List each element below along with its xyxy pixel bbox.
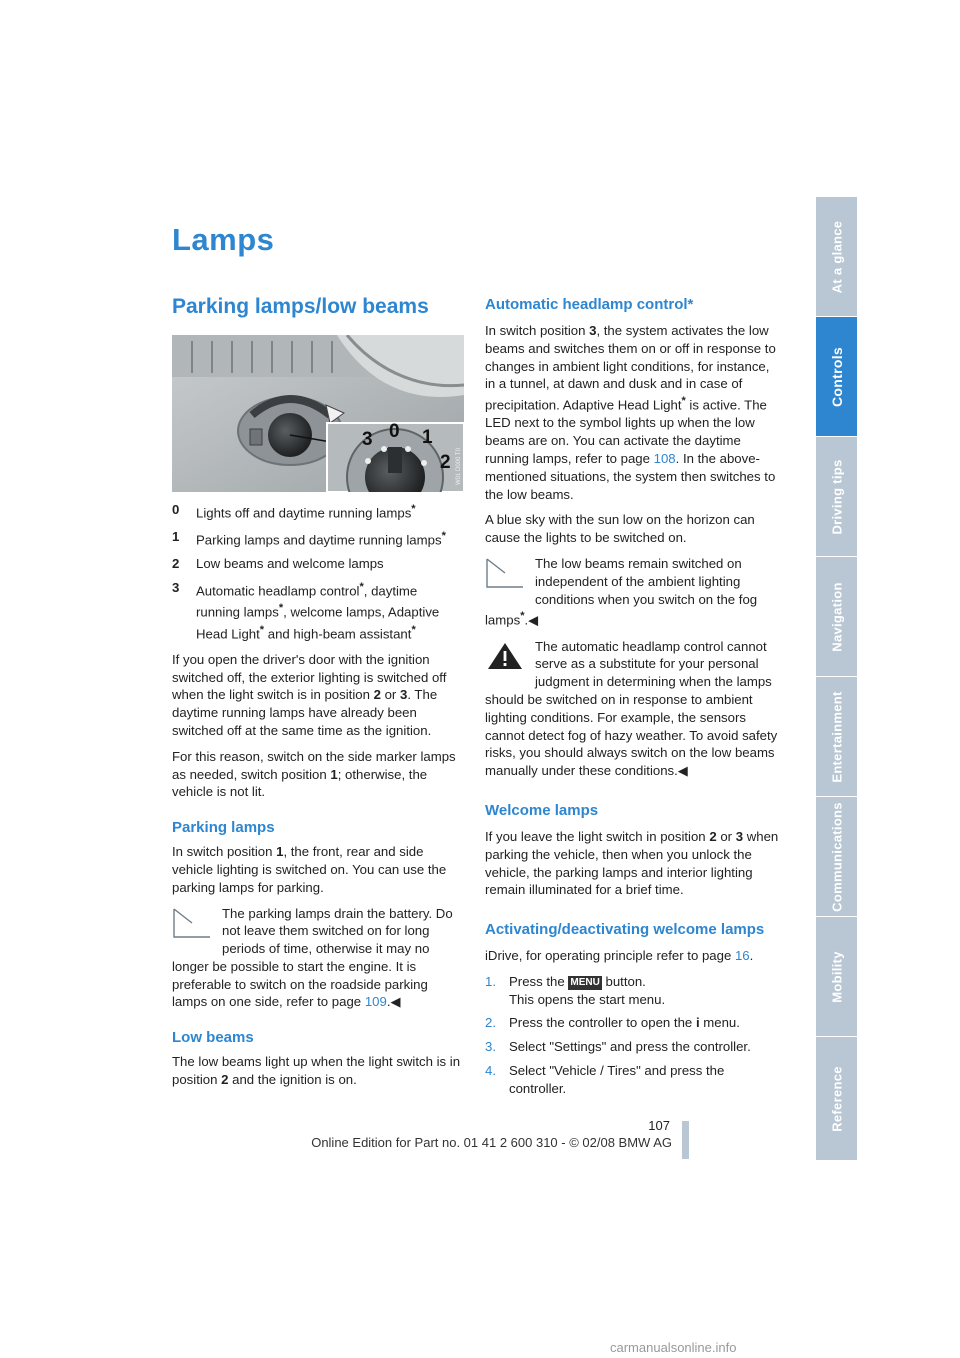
note-icon: [485, 557, 525, 589]
info-menu-icon: i: [695, 1015, 700, 1031]
idrive-intro: iDrive, for operating principle refer to page 16.: [485, 948, 754, 964]
tab-mobility[interactable]: Mobility: [816, 917, 857, 1037]
auto-headlamp-paragraph-1: In switch position 3, the system activates the low beams and switches them on or off in response to changes in ambient light conditions, for instance, in a tunnel, at dawn and dusk and in case of precipitation. Adaptive Head Light* is active. The LED next to the symbol lights up when the low beams are on. You can activate the daytime running lamps, refer to page 108. In the above-mentioned situations, the system then switches to the low beams.: [485, 323, 776, 502]
intro-paragraph-1: If you open the driver's door with the ignition switched off, the exterior lighting is switched off when the light switch is in position 2 or 3. The daytime running lamps have already been switched off at the same time as the ignition.: [172, 651, 447, 738]
tab-at-a-glance[interactable]: At a glance: [816, 197, 857, 317]
left-column: [172, 501, 464, 1097]
figure-label-1: 1: [422, 427, 433, 448]
step-3: 3. Select "Settings" and press the controller.: [485, 1039, 751, 1055]
step-1: 1. Press the MENU button. This opens the start menu.: [485, 973, 666, 1007]
step-4: 4. Select "Vehicle / Tires" and press the controller.: [485, 1063, 725, 1096]
chapter-tabs: [816, 197, 857, 1160]
footer-edition: Online Edition for Part no. 01 41 2 600 310 - © 02/08 BMW AG: [311, 1135, 672, 1150]
page-marker-bar: [682, 1121, 689, 1159]
switch-position-list: [172, 501, 464, 643]
switch-position-1: 1 Parking lamps and daytime running lamps*: [172, 529, 446, 548]
safety-warning-note: The automatic headlamp control cannot serve as a substitute for your personal judgment in determining when the lamps should be switched on in response to ambient lighting conditions. For example, the sensors cannot detect fog of hazy weather. To avoid safety risks, you should always switch on the low beams manually under these conditions.◀: [485, 638, 778, 779]
parking-lamps-note: The parking lamps drain the battery. Do not leave them switched on for long periods of time, otherwise it may no longer be possible to start the engine. It is preferable to switch on the roadside parking lamps on one side, refer to page 109.◀: [172, 905, 453, 1010]
tab-entertainment[interactable]: Entertainment: [816, 677, 857, 797]
welcome-lamps-heading: Welcome lamps: [485, 801, 599, 819]
tab-navigation[interactable]: Navigation: [816, 557, 857, 677]
right-column: [485, 296, 780, 1104]
note-icon: [172, 907, 212, 939]
tab-controls[interactable]: Controls: [816, 317, 857, 437]
activating-welcome-heading: Activating/deactivating welcome lamps: [485, 921, 765, 939]
low-beams-heading: Low beams: [172, 1029, 254, 1047]
switch-position-0: 0 Lights off and daytime running lamps*: [172, 502, 416, 521]
switch-position-3: 3 Automatic headlamp control*, daytime running lamps*, welcome lamps, Adaptive Head Light* and high-beam assistant*: [172, 580, 440, 641]
page-link-109[interactable]: 109: [364, 994, 387, 1010]
step-2: 2. Press the controller to open the i menu.: [485, 1015, 740, 1031]
menu-button-icon: MENU: [570, 976, 600, 988]
intro-paragraph-2: For this reason, switch on the side marker lamps as needed, switch position 1; otherwise, the vehicle is not lit.: [172, 748, 456, 800]
figure-label-3: 3: [362, 429, 373, 450]
tab-reference[interactable]: Reference: [816, 1037, 857, 1161]
welcome-lamps-paragraph: If you leave the light switch in position 2 or 3 when parking the vehicle, then when you unlock the vehicle, the parking lamps and interior lighting remain illuminated for a brief time.: [485, 828, 779, 898]
warning-icon: [485, 640, 525, 672]
tab-communications[interactable]: Communications: [816, 797, 857, 917]
tab-driving-tips[interactable]: Driving tips: [816, 437, 857, 557]
fog-lamps-note: The low beams remain switched on independent of the ambient lighting conditions when you switch on the fog lamps*.◀: [485, 555, 758, 628]
switch-position-2: 2 Low beams and welcome lamps: [172, 556, 384, 572]
auto-headlamp-paragraph-2: A blue sky with the sun low on the horizon can cause the lights to be switched on.: [485, 512, 755, 546]
photo-code: W01 D000 T0: [456, 448, 462, 485]
auto-headlamp-heading: Automatic headlamp control*: [485, 296, 694, 313]
page-link-108[interactable]: 108: [653, 450, 676, 466]
figure-label-2: 2: [440, 452, 451, 473]
light-switch-photo: [172, 335, 464, 492]
light-switch-figure: [172, 335, 464, 492]
parking-lamps-heading: Parking lamps: [172, 819, 275, 837]
watermark: carmanualsonline.info: [610, 1340, 737, 1355]
page-title: Lamps: [172, 222, 275, 257]
figure-label-0: 0: [389, 421, 400, 442]
low-beams-paragraph: The low beams light up when the light switch is in position 2 and the ignition is on.: [172, 1054, 461, 1088]
page-link-16[interactable]: 16: [734, 948, 750, 964]
section-title: Parking lamps/low beams: [172, 295, 429, 318]
parking-lamps-paragraph: In switch position 1, the front, rear and side vehicle lighting is switched on. You can use the parking lamps for parking.: [172, 844, 447, 895]
page-number: 107: [648, 1118, 670, 1133]
